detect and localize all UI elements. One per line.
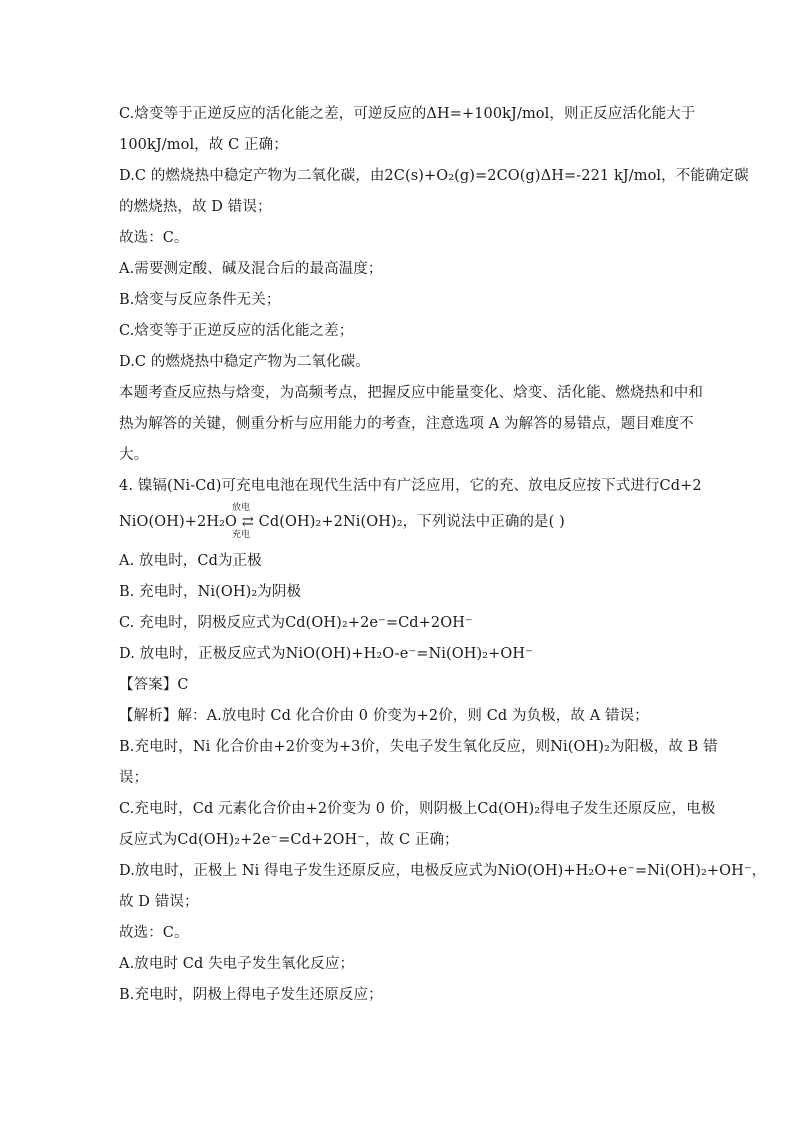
question-stem: 4. 镍镉(Ni-Cd)可充电电池在现代生活中有广泛应用，它的充、放电反应按下式进行Cd+2 <box>119 478 702 494</box>
text-line: A.需要测定酸、碱及混合后的最高温度； <box>119 261 383 277</box>
text-line: A.放电时 Cd 失电子发生氧化反应； <box>119 956 355 972</box>
text-line: C.焓变等于正逆反应的活化能之差； <box>119 323 354 339</box>
text-line: D.C 的燃烧热中稳定产物为二氧化碳，由2C(s)+O₂(g)=2CO(g)ΔH=-221 kJ/mol，不能确定碳 <box>119 168 749 184</box>
text-line: 的燃烧热，故 D 错误； <box>119 199 272 215</box>
text-line: 反应式为Cd(OH)₂+2e⁻=Cd+2OH⁻，故 C 正确； <box>119 832 459 848</box>
text-line: 大。 <box>119 447 149 463</box>
text-line: B.充电时，阴极上得电子发生还原反应； <box>119 987 383 1003</box>
text-line: B.焓变与反应条件无关； <box>119 292 281 308</box>
text-line: 100kJ/mol，故 C 正确； <box>119 137 288 153</box>
option-d: D. 放电时，正极反应式为NiO(OH)+H₂O-e⁻=Ni(OH)₂+OH⁻ <box>119 646 533 662</box>
reaction-equation: NiO(OH)+2H₂O ⇄ Cd(OH)₂+2Ni(OH)₂，下列说法中正确的是( ) <box>119 514 565 530</box>
answer-line: 【答案】C <box>119 677 189 693</box>
option-a: A. 放电时，Cd为正极 <box>119 553 262 569</box>
option-c: C. 充电时，阴极反应式为Cd(OH)₂+2e⁻=Cd+2OH⁻ <box>119 615 473 631</box>
option-b: B. 充电时，Ni(OH)₂为阴极 <box>119 584 302 600</box>
text-line: D.放电时，正极上 Ni 得电子发生还原反应，电极反应式为NiO(OH)+H₂O+e⁻=Ni(OH)₂+OH⁻， <box>119 863 767 879</box>
text-line: B.充电时，Ni 化合价由+2价变为+3价，失电子发生氧化反应，则Ni(OH)₂为阳极，故 B 错 <box>119 739 718 755</box>
text-line: 误； <box>119 770 149 786</box>
analysis-line: 【解析】解：A.放电时 Cd 化合价由 0 价变为+2价，则 Cd 为负极，故 A 错误； <box>119 708 649 724</box>
arrow-label-top: 放电 <box>232 503 251 513</box>
text-line: 热为解答的关键，侧重分析与应用能力的考查，注意选项 A 为解答的易错点，题目难度不 <box>119 416 694 432</box>
arrow-label-bottom: 充电 <box>232 530 251 540</box>
text-line: 故 D 错误； <box>119 894 199 910</box>
text-line: C.焓变等于正逆反应的活化能之差，可逆反应的ΔH=+100kJ/mol，则正反应活化能大于 <box>119 106 696 122</box>
text-line: C.充电时，Cd 元素化合价由+2价变为 0 价，则阴极上Cd(OH)₂得电子发生还原反应，电极 <box>119 801 716 817</box>
text-line: D.C 的燃烧热中稳定产物为二氧化碳。 <box>119 354 370 370</box>
text-line: 本题考查反应热与焓变，为高频考点，把握反应中能量变化、焓变、活化能、燃烧热和中和 <box>119 385 703 401</box>
text-line: 故选：C。 <box>119 230 189 246</box>
text-line: 故选：C。 <box>119 925 189 941</box>
